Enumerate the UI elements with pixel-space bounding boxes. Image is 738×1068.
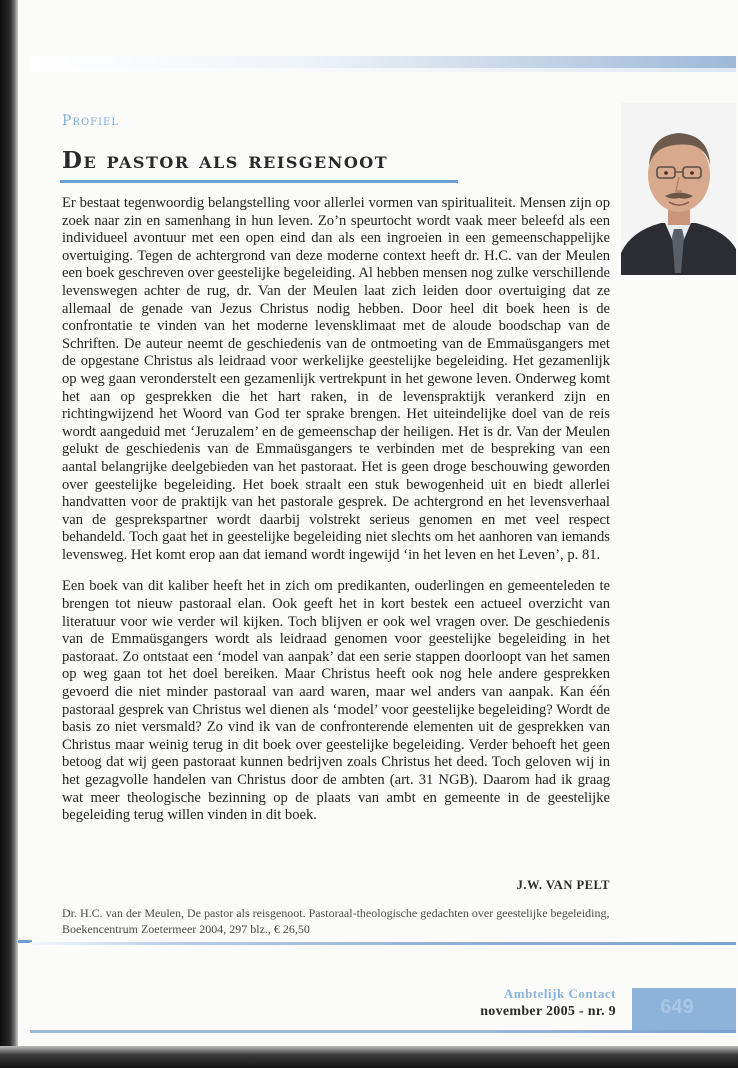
journal-name: Ambtelijk Contact xyxy=(503,986,616,1001)
section-kicker: Profiel xyxy=(62,113,119,129)
footer-bottom-rule xyxy=(30,1030,736,1033)
page-number: 649 xyxy=(660,996,694,1018)
article-paragraph: Een boek van dit kaliber heeft het in zich om predikanten, ouderlingen en gemeenteleden te brengen tot nieuw pastoraal elan. Ook geeft het in kort bestek een actueel overzicht van literatuur voor wie verder wil kijken. Toch blijven er ook wel vragen over. De geschiedenis van de Emmaüsgangers wordt als leidraad genomen voor geestelijke begeleiding in het pastoraat. Zo ontstaat een ‘model van aanpak’ dat een serie stappen doorloopt van het samen op weg gaan tot het doel bereiken. Maar Christus heeft ook nog hele andere gesprekken gevoerd die niet minder pastoraal van aard waren, maar wel anders van aanpak. Kan één pastoraal gesprek van Christus wel dienen als ‘model’ voor geestelijke begeleiding? Wordt de basis zo niet versmald? Zo vind ik van de confronterende elementen uit de gesprekken van Christus maar weinig terug in dit boek over geestelijke begeleiding. Verder behoeft het geen betoog dat wij geen pastoraat kunnen bedrijven zoals Christus het deed. Toch geloven wij in het gezagvolle handelen van Christus door de ambten (art. 31 NGB). Daarom had ik graag wat meer theologische bezinning op de plaats van ambt en gemeente in de geestelijke begeleiding terug willen vinden in dit boek. xyxy=(62,578,610,824)
issue-info: november 2005 - nr. 9 xyxy=(480,1004,616,1019)
book-citation: Dr. H.C. van der Meulen, De pastor als reisgenoot. Pastoraal-theologische gedachten over geestelijke begeleiding, Boekencentrum Zoetermeer 2004, 297 blz., € 26,50 xyxy=(62,906,610,936)
article-body xyxy=(62,195,610,825)
author-portrait-icon xyxy=(621,103,736,275)
author-photo xyxy=(621,103,736,275)
footer-rule xyxy=(30,942,736,945)
title-underline xyxy=(60,180,458,183)
article-author: J.W. VAN PELT xyxy=(516,878,610,892)
page-bottom-edge xyxy=(0,1046,738,1068)
book-binding-shadow xyxy=(0,0,18,1068)
header-band xyxy=(30,56,736,68)
article-paragraph: Er bestaat tegenwoordig belangstelling voor allerlei vormen van spiritualiteit. Mensen zijn op zoek naar zin en samenhang in hun leven. Zo’n speurtocht wordt vaak meer beleefd als een individueel avontuur met een open eind dan als een ingroeien in een gemeenschappelijke overtuiging. Tegen de achtergrond van deze moderne context heeft dr. H.C. van der Meulen een boek geschreven over geestelijke begeleiding. Al hebben mensen nog zulke verschillende levenswegen achter de rug, dr. Van der Meulen laat zich leiden door overtuiging dat ze allemaal de genade van Jezus Christus nodig hebben. Door heel dit boek heen is de confrontatie te vinden van het moderne levensklimaat met de aloude boodschap van de Schriften. De auteur neemt de geschiedenis van de ontmoeting van de Emmaüsgangers met de opgestane Christus als leidraad voor werkelijke geestelijke begeleiding. Het gezamenlijk op weg gaan veronderstelt een gezamenlijk vertrekpunt in het gewone leven. Onderweg komt het aan op gesprekken die het hart raken, in de levenspraktijk verankerd zijn en richtingwijzend het Woord van God ter sprake brengen. Het uiteindelijke doel van de reis wordt aangeduid met ‘Jeruzalem’ en de gemeenschap der heiligen. Het is dr. Van der Meulen gelukt de geschiedenis van de Emmaüsgangers te verbinden met de bespreking van een aantal belangrijke deelgebieden van het pastoraat. Het is geen droge beschouwing geworden over geestelijke begeleiding. Het boek straalt een stuk bewogenheid uit en biedt allerlei handvatten voor de praktijk van het pastorale gesprek. De achtergrond en het levensverhaal van de gesprekspartner wordt daarbij volstrekt serieus genomen en met veel respect behandeld. Toch gaat het in geestelijke begeleiding niet slechts om het aanhoren van iemands levensweg. Het komt erop aan dat iemand wordt ingewijd ‘in het leven en het Leven’, p. 81. xyxy=(62,195,610,563)
article-title: De pastor als reisgenoot xyxy=(62,147,389,174)
header-band-fade xyxy=(30,68,736,72)
